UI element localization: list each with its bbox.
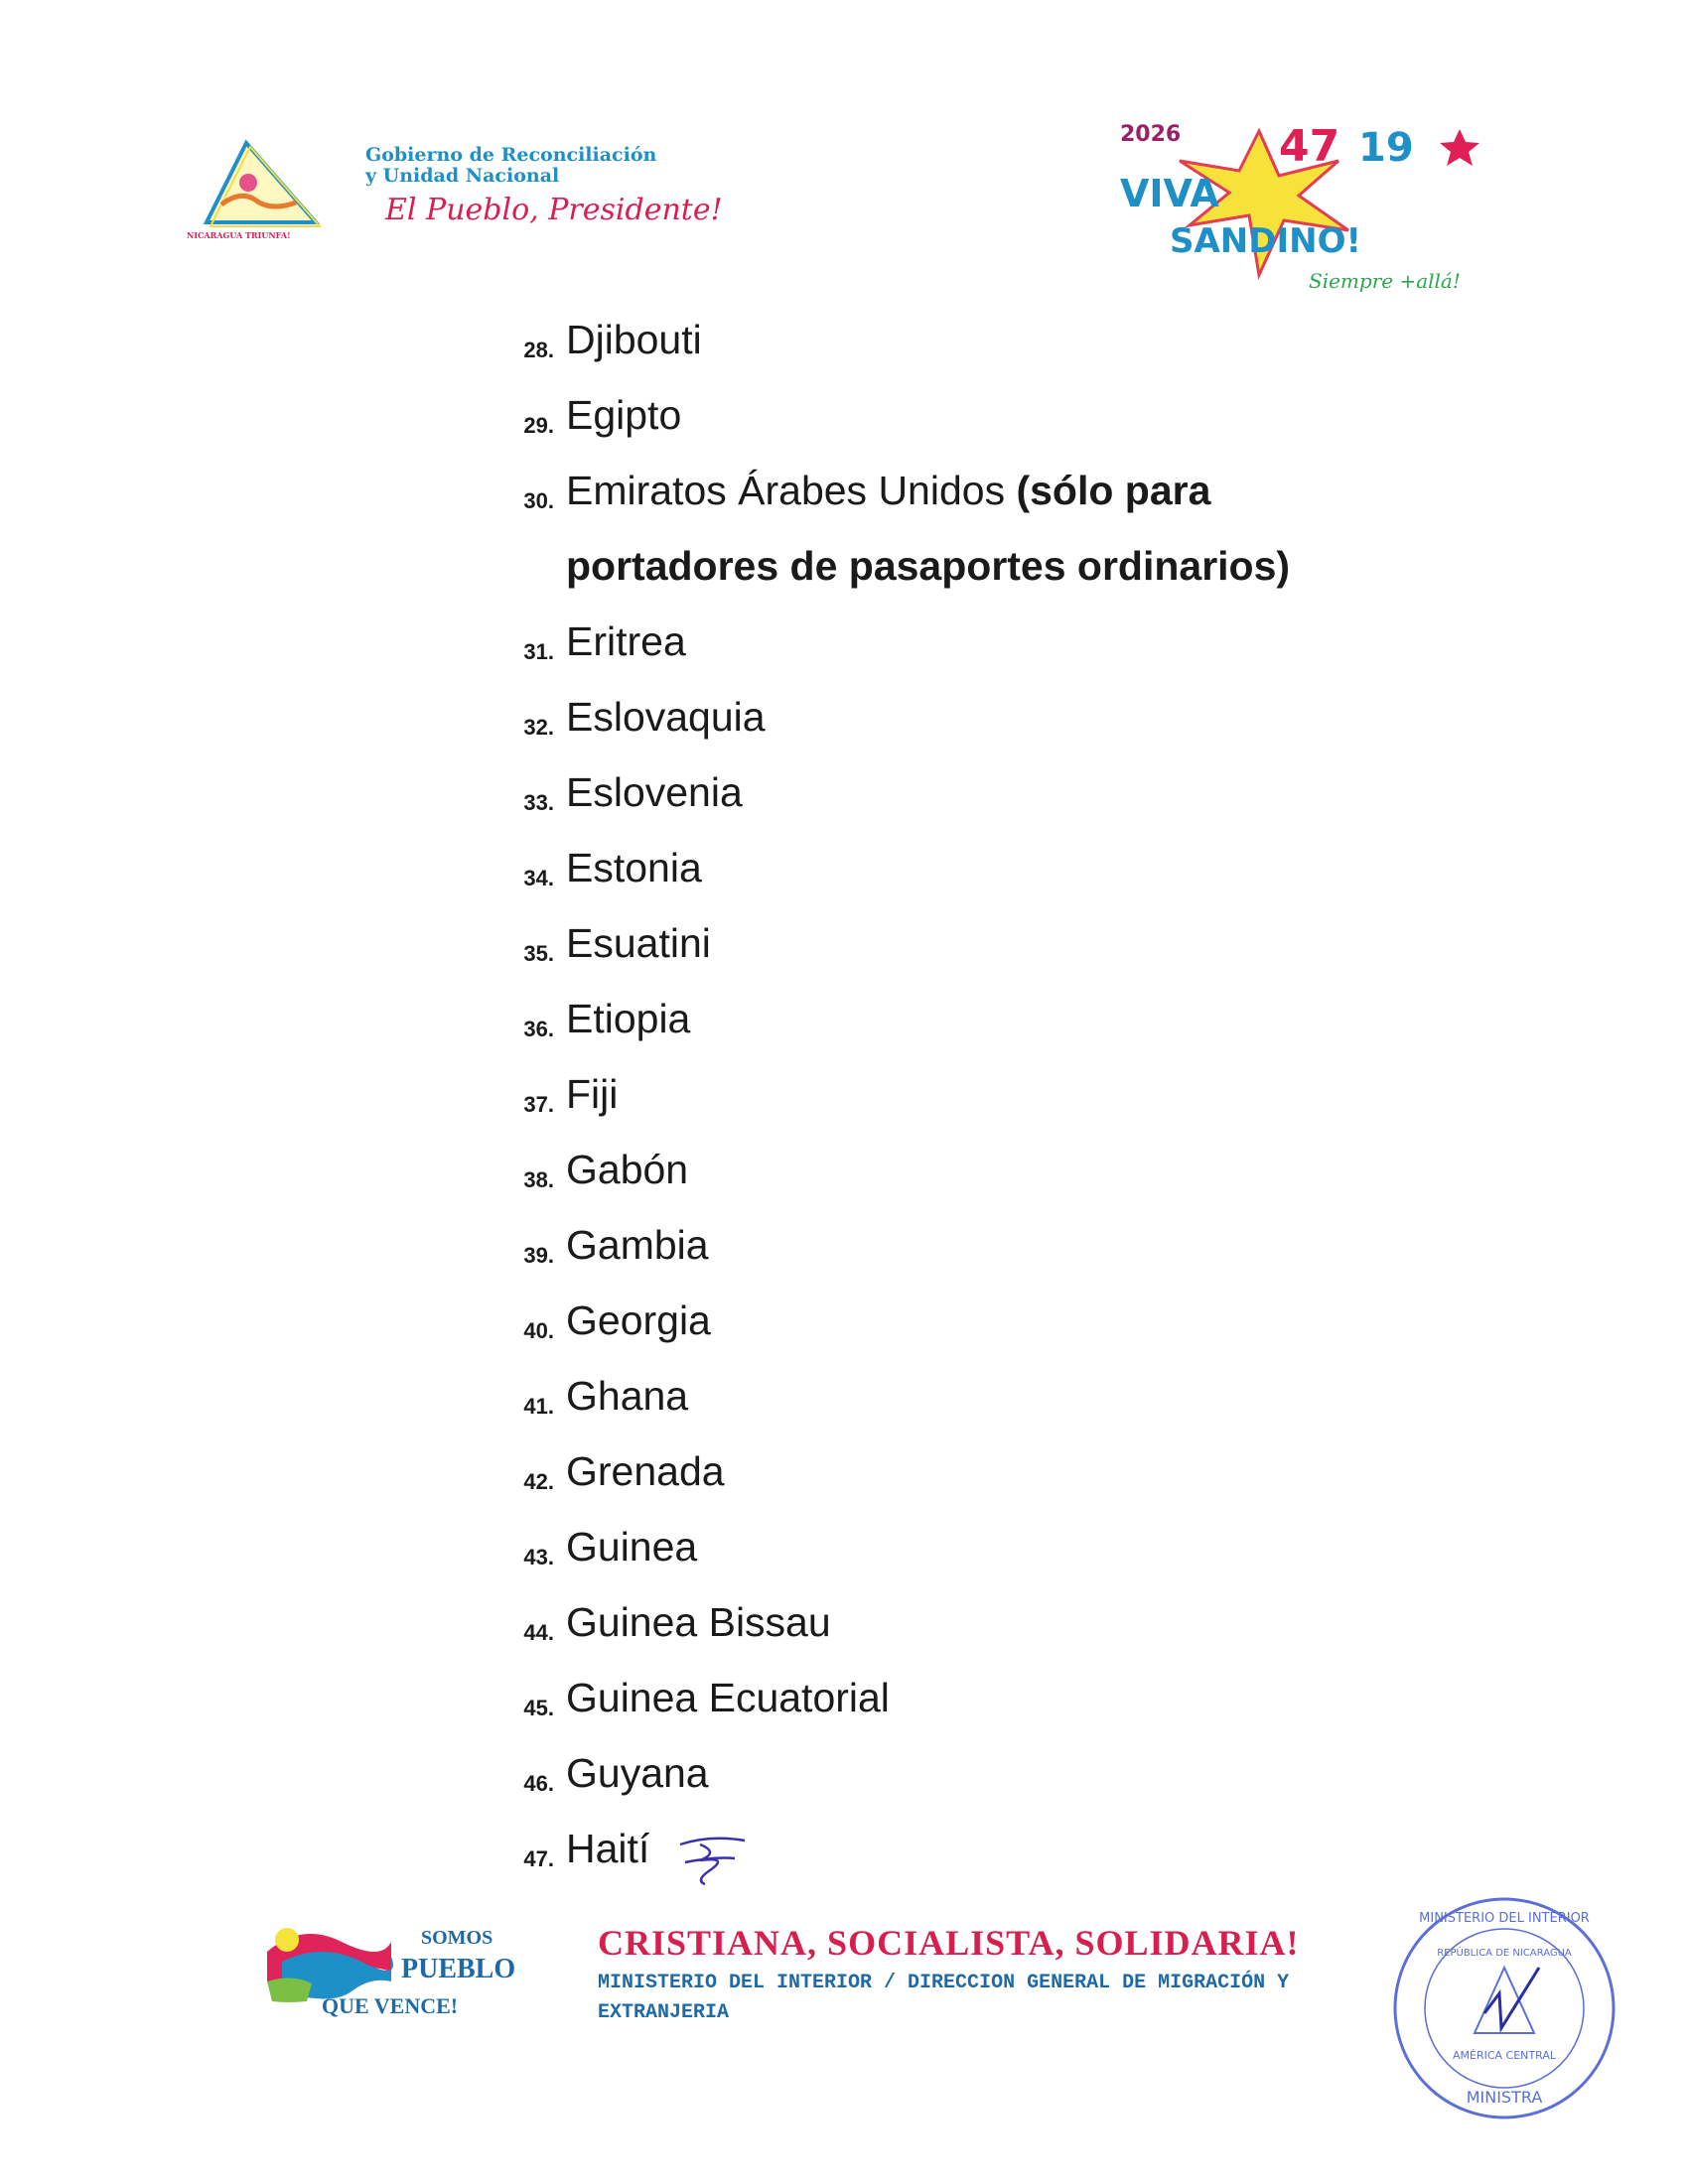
- stamp-bottom-text: AMÉRICA CENTRAL: [1453, 2049, 1556, 2062]
- logo-sandino: SANDINO!: [1170, 221, 1361, 261]
- country-name: Guinea Ecuatorial: [566, 1675, 890, 1720]
- item-number: 40.: [523, 1318, 554, 1343]
- gov-slogan: El Pueblo, Presidente!: [385, 193, 723, 227]
- logo-19: 19: [1358, 125, 1414, 171]
- gov-line2: y Unidad Nacional: [365, 165, 560, 187]
- triangle-emblem-icon: [187, 135, 355, 244]
- country-name: Guyana: [566, 1750, 709, 1796]
- country-name: Guinea: [566, 1524, 698, 1570]
- logo-47: 47: [1279, 121, 1340, 172]
- country-name: Eslovaquia: [566, 694, 766, 740]
- item-number: 37.: [523, 1092, 554, 1117]
- country-note-cont: portadores de pasaportes ordinarios): [566, 543, 1291, 589]
- country-note: (sólo para: [1016, 468, 1211, 513]
- country-name: Haití: [566, 1826, 650, 1871]
- ministry-line2: EXTRANJERIA: [598, 2001, 730, 2024]
- country-name: Gambia: [566, 1222, 709, 1268]
- logo-que-vence: QUE VENCE!: [322, 1993, 459, 2017]
- country-name: Guinea Bissau: [566, 1599, 831, 1645]
- item-number: 34.: [523, 866, 554, 890]
- country-name: Esuatini: [566, 920, 711, 966]
- logo-somos: SOMOS: [421, 1927, 493, 1949]
- country-name: Eslovenia: [566, 769, 743, 815]
- item-number: 38.: [523, 1167, 554, 1192]
- country-name: Egipto: [566, 392, 682, 438]
- country-name: Grenada: [566, 1448, 725, 1494]
- country-name-text: Emiratos Árabes Unidos: [566, 468, 1017, 513]
- star-icon: [1440, 129, 1479, 166]
- country-name: Djibouti: [566, 317, 702, 362]
- item-number: 29.: [523, 413, 554, 438]
- country-name: Fiji: [566, 1071, 619, 1117]
- official-stamp: [1390, 1894, 1618, 2122]
- logo-siempre: Siempre +allá!: [1309, 269, 1461, 293]
- item-number: 35.: [523, 941, 554, 966]
- item-number: 31.: [523, 639, 554, 664]
- item-number: 44.: [523, 1620, 554, 1645]
- item-number: 41.: [523, 1394, 554, 1419]
- logo-year: 2026: [1120, 122, 1182, 147]
- country-name: Eritrea: [566, 618, 686, 664]
- government-logo: [187, 135, 902, 244]
- left-logo-text: NICARAGUA TRIUNFA!: [187, 230, 291, 240]
- item-number: 39.: [523, 1243, 554, 1268]
- government-name: [365, 145, 656, 187]
- item-number: 47.: [523, 1846, 554, 1871]
- stamp-inner-text: REPÚBLICA DE NICARAGUA: [1437, 1948, 1572, 1959]
- country-name: Etiopia: [566, 996, 691, 1041]
- seal-icon: [1390, 1894, 1618, 2122]
- stamp-outer-text: MINISTERIO DEL INTERIOR: [1419, 1911, 1590, 1926]
- viva-sandino-logo: [1110, 111, 1507, 300]
- logo-viva: VIVA: [1120, 172, 1219, 215]
- star-burst-icon: [1110, 111, 1507, 300]
- item-number: 43.: [523, 1545, 554, 1570]
- somos-pueblo-logo: [262, 1922, 540, 2017]
- item-number: 36.: [523, 1017, 554, 1041]
- country-name: Georgia: [566, 1297, 711, 1343]
- item-number: 30.: [523, 488, 554, 513]
- ministry-line1: MINISTERIO DEL INTERIOR / DIRECCION GENERAL DE MIGRACIÓN Y: [598, 1972, 1290, 1994]
- item-number: 45.: [523, 1696, 554, 1720]
- country-name: Ghana: [566, 1373, 689, 1419]
- item-number: 28.: [523, 338, 554, 362]
- gov-line1: Gobierno de Reconciliación: [365, 144, 657, 166]
- country-name: Gabón: [566, 1147, 689, 1192]
- country-name: Estonia: [566, 845, 702, 890]
- motto: CRISTIANA, SOCIALISTA, SOLIDARIA!: [598, 1923, 1300, 1963]
- item-number: 32.: [523, 715, 554, 740]
- country-name: [566, 467, 1210, 514]
- item-number: 42.: [523, 1469, 554, 1494]
- item-number: 46.: [523, 1771, 554, 1796]
- wave-flag-icon: [262, 1922, 540, 2017]
- stamp-title: MINISTRA: [1466, 2088, 1543, 2107]
- logo-pueblo: PUEBLO: [401, 1954, 516, 1984]
- signature-initial: [670, 1827, 760, 1886]
- item-number: 33.: [523, 790, 554, 815]
